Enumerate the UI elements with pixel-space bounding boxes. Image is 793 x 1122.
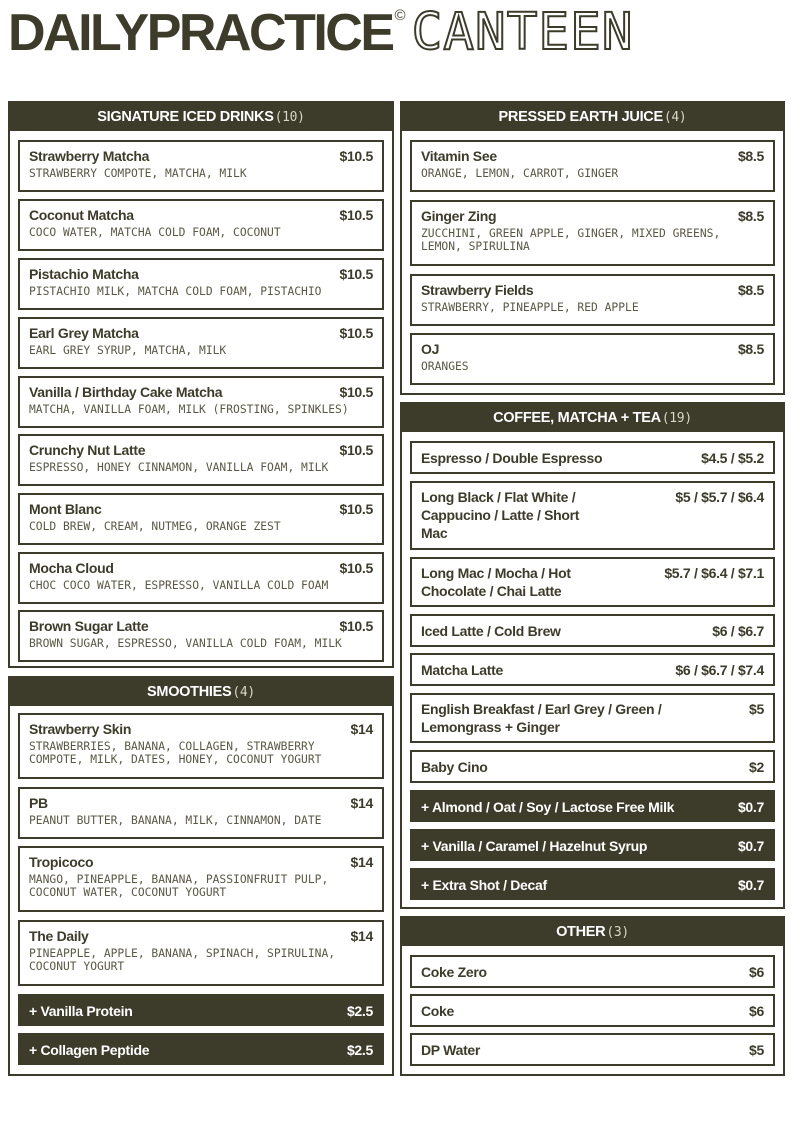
item-description: MANGO, PINEAPPLE, BANANA, PASSIONFRUIT PULP, COCONUT WATER, COCONUT YOGURT	[29, 873, 329, 899]
item-name: Strawberry Skin	[29, 721, 132, 737]
item-description: COCO WATER, MATCHA COLD FOAM, COCONUT	[29, 226, 281, 239]
section-title: COFFEE, MATCHA + TEA	[493, 410, 661, 426]
item-name: Iced Latte / Cold Brew	[421, 623, 561, 639]
item-name: Coke Zero	[421, 964, 487, 980]
item-price: $5	[749, 1042, 764, 1058]
item-name: Crunchy Nut Latte	[29, 442, 146, 458]
item-price: $10.5	[339, 266, 373, 282]
menu-item	[410, 693, 775, 743]
menu-item	[410, 653, 775, 686]
item-price: $8.5	[737, 282, 764, 298]
menu-item	[18, 713, 384, 779]
section-coffee-matcha-tea	[400, 402, 785, 909]
item-price: $6 / $6.7	[712, 623, 764, 639]
item-name: OJ	[421, 341, 440, 357]
addon-price: $2.5	[346, 1003, 373, 1019]
menu-item	[410, 333, 775, 385]
section-header	[402, 404, 783, 432]
brand-subtitle: CANTEEN	[411, 3, 634, 62]
item-description: COLD BREW, CREAM, NUTMEG, ORANGE ZEST	[29, 520, 281, 533]
addon-name: + Extra Shot / Decaf	[421, 877, 547, 893]
section-other	[400, 916, 785, 1076]
menu-item	[410, 1033, 775, 1066]
item-description: ORANGES	[421, 360, 469, 373]
item-name: Vitamin See	[421, 148, 497, 164]
item-price: $10.5	[339, 560, 373, 576]
section-count: (19)	[661, 410, 692, 426]
section-count: (3)	[606, 924, 629, 940]
item-name: Espresso / Double Espresso	[421, 450, 603, 466]
menu-item	[18, 787, 384, 839]
addon-price: $0.7	[737, 877, 764, 893]
section-pressed-earth-juice	[400, 101, 785, 395]
item-name: Brown Sugar Latte	[29, 618, 149, 634]
section-title: SMOOTHIES	[147, 684, 232, 700]
brand-header	[8, 4, 634, 62]
section-header	[10, 678, 392, 706]
item-price: $5.7 / $6.4 / $7.1	[664, 565, 764, 581]
menu-item	[410, 614, 775, 647]
item-description: ZUCCHINI, GREEN APPLE, GINGER, MIXED GREENS, LEMON, SPIRULINA	[421, 227, 721, 253]
addon-item	[410, 829, 775, 861]
item-name: Earl Grey Matcha	[29, 325, 139, 341]
menu-item	[18, 376, 384, 428]
addon-item	[18, 994, 384, 1026]
item-name: The Daily	[29, 928, 89, 944]
item-description: PEANUT BUTTER, BANANA, MILK, CINNAMON, DATE	[29, 814, 322, 827]
menu-item	[18, 317, 384, 369]
section-header	[10, 103, 392, 131]
item-name: Coke	[421, 1003, 455, 1019]
item-name: Long Mac / Mocha / Hot Chocolate / Chai Latte	[421, 565, 571, 599]
menu-item	[18, 258, 384, 310]
item-price: $10.5	[339, 325, 373, 341]
item-name: Long Black / Flat White / Cappucino / Latte / Short Mac	[421, 489, 580, 541]
item-price: $14	[350, 854, 373, 870]
item-price: $10.5	[339, 442, 373, 458]
item-name: English Breakfast / Earl Grey / Green / Lemongrass + Ginger	[421, 701, 662, 735]
addon-name: + Almond / Oat / Soy / Lactose Free Milk	[421, 799, 675, 815]
item-price: $6 / $6.7 / $7.4	[675, 662, 764, 678]
menu-item	[410, 441, 775, 474]
menu-item	[18, 493, 384, 545]
section-count: (4)	[663, 109, 687, 125]
addon-item	[410, 868, 775, 900]
item-price: $10.5	[339, 207, 373, 223]
menu-item	[410, 274, 775, 326]
section-title: OTHER	[556, 924, 606, 940]
item-description: STRAWBERRIES, BANANA, COLLAGEN, STRAWBERRY COMPOTE, MILK, DATES, HONEY, COCONUT YOGURT	[29, 740, 322, 766]
item-price: $14	[350, 795, 373, 811]
menu-item	[18, 920, 384, 986]
item-name: Strawberry Fields	[421, 282, 534, 298]
item-description: STRAWBERRY COMPOTE, MATCHA, MILK	[29, 167, 247, 180]
menu-item	[410, 200, 775, 266]
item-description: CHOC COCO WATER, ESPRESSO, VANILLA COLD FOAM	[29, 579, 329, 592]
item-description: MATCHA, VANILLA FOAM, MILK (FROSTING, SPINKLES)	[29, 403, 349, 416]
item-price: $6	[749, 1003, 764, 1019]
item-name: Baby Cino	[421, 759, 488, 775]
item-price: $14	[350, 928, 373, 944]
menu-item	[18, 199, 384, 251]
menu-item	[410, 140, 775, 192]
menu-item	[410, 955, 775, 988]
item-price: $10.5	[339, 148, 373, 164]
section-title: SIGNATURE ICED DRINKS	[97, 109, 274, 125]
menu-item	[410, 481, 775, 550]
item-price: $8.5	[737, 148, 764, 164]
section-title: PRESSED EARTH JUICE	[498, 109, 663, 125]
item-description: PISTACHIO MILK, MATCHA COLD FOAM, PISTACHIO	[29, 285, 322, 298]
item-description: ORANGE, LEMON, CARROT, GINGER	[421, 167, 619, 180]
section-header	[402, 918, 783, 946]
item-price: $10.5	[339, 501, 373, 517]
item-name: Mont Blanc	[29, 501, 102, 517]
item-price: $8.5	[737, 208, 764, 224]
item-name: PB	[29, 795, 48, 811]
menu-item	[410, 557, 775, 607]
menu-item	[410, 994, 775, 1027]
item-name: DP Water	[421, 1042, 481, 1058]
item-description: EARL GREY SYRUP, MATCHA, MILK	[29, 344, 227, 357]
item-description: STRAWBERRY, PINEAPPLE, RED APPLE	[421, 301, 639, 314]
addon-item	[18, 1033, 384, 1065]
menu-item	[410, 750, 775, 783]
copyright-mark: ©	[394, 7, 406, 24]
addon-name: + Collagen Peptide	[29, 1042, 150, 1058]
item-description: BROWN SUGAR, ESPRESSO, VANILLA COLD FOAM, MILK	[29, 637, 342, 650]
section-count: (10)	[274, 109, 305, 125]
item-price: $4.5 / $5.2	[701, 450, 764, 466]
section-count: (4)	[232, 684, 255, 700]
menu-item	[18, 434, 384, 486]
menu-item	[18, 140, 384, 192]
menu-item	[18, 846, 384, 912]
item-description: PINEAPPLE, APPLE, BANANA, SPINACH, SPIRULINA, COCONUT YOGURT	[29, 947, 336, 973]
item-name: Pistachio Matcha	[29, 266, 139, 282]
addon-price: $2.5	[346, 1042, 373, 1058]
item-price: $10.5	[339, 384, 373, 400]
item-name: Matcha Latte	[421, 662, 503, 678]
item-name: Strawberry Matcha	[29, 148, 150, 164]
brand-name: DAILYPRACTICE	[8, 4, 393, 62]
item-name: Coconut Matcha	[29, 207, 134, 223]
item-name: Vanilla / Birthday Cake Matcha	[29, 384, 223, 400]
item-price: $8.5	[737, 341, 764, 357]
item-price: $5	[749, 701, 764, 717]
addon-price: $0.7	[737, 799, 764, 815]
item-name: Ginger Zing	[421, 208, 497, 224]
item-name: Tropicoco	[29, 854, 94, 870]
section-header	[402, 103, 783, 131]
section-signature-iced-drinks	[8, 101, 394, 668]
item-price: $10.5	[339, 618, 373, 634]
item-price: $6	[749, 964, 764, 980]
addon-name: + Vanilla Protein	[29, 1003, 133, 1019]
item-price: $2	[749, 759, 764, 775]
menu-item	[18, 610, 384, 662]
item-name: Mocha Cloud	[29, 560, 114, 576]
item-description: ESPRESSO, HONEY CINNAMON, VANILLA FOAM, MILK	[29, 461, 329, 474]
addon-item	[410, 790, 775, 822]
item-price: $5 / $5.7 / $6.4	[675, 489, 764, 505]
addon-name: + Vanilla / Caramel / Hazelnut Syrup	[421, 838, 648, 854]
item-price: $14	[350, 721, 373, 737]
addon-price: $0.7	[737, 838, 764, 854]
menu-item	[18, 552, 384, 604]
section-smoothies	[8, 676, 394, 1076]
